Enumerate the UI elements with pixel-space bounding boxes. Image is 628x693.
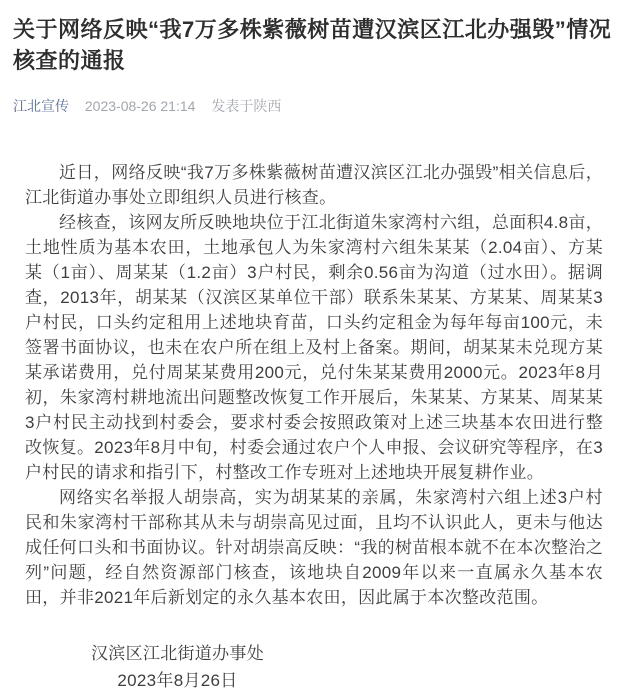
signature-date: 2023年8月26日 (117, 671, 238, 690)
publish-timestamp: 2023-08-26 21:14 (84, 98, 196, 114)
publish-location: 发表于陕西 (211, 98, 282, 114)
paragraph-2: 经核查，该网友所反映地块位于江北街道朱家湾村六组，总面积4.8亩，土地性质为基本农田，土地承包人为朱家湾村六组朱某某（2.04亩）、方某某（1亩）、周某某（1.2亩）3户村民，剩余0.56亩为沟道（过水田）。据调查，2013年，胡某某（汉滨区某单位干部）联系朱某某、方某某、周某某3户村民，口头约定租用上述地块育苗，口头约定租金为每年每亩100元，未签署书面协议，也未在农户所在组上及村上备案。期间，胡某某未兑现方某某承诺费用，兑付周某某费用200元，兑付朱某某费用2000元。2023年8月初，朱家湾村耕地流出问题整改恢复工作开展后，朱某某、方某某、周某某3户村民主动找到村委会，要求村委会按照政策对上述三块基本农田进行整改恢复。2023年8月中旬，村委会通过农户个人申报、会议研究等程序，在3户村民的请求和指引下，村整改工作专班对上述地块开展复耕作业。 (25, 213, 603, 482)
paragraph-3: 网络实名举报人胡崇高，实为胡某某的亲属，朱家湾村六组上述3户村民和朱家湾村干部称其从未与胡崇高见过面，且均不认识此人，更未与他达成任何口头和书面协议。针对胡崇高反映：“我的树苗根本就不在本次整治之列”问题，经自然资源部门核查，该地块自2009年以来一直属永久基本农田，并非2021年后新划定的永久基本农田，因此属于本次整改范围。 (25, 488, 603, 607)
paragraph-1: 近日，网络反映“我7万多株紫薇树苗遭汉滨区江北办强毁”相关信息后，江北街道办事处立即组织人员进行核查。 (25, 163, 603, 207)
article-body (25, 160, 603, 693)
signature-block (91, 641, 264, 693)
byline (13, 97, 614, 115)
signature-org: 汉滨区江北街道办事处 (91, 644, 264, 663)
account-name-link[interactable]: 江北宣传 (13, 98, 69, 114)
article-page (0, 14, 628, 690)
article-title: 关于网络反映“我7万多株紫薇树苗遭汉滨区江北办强毁”情况核查的通报 (13, 17, 612, 73)
